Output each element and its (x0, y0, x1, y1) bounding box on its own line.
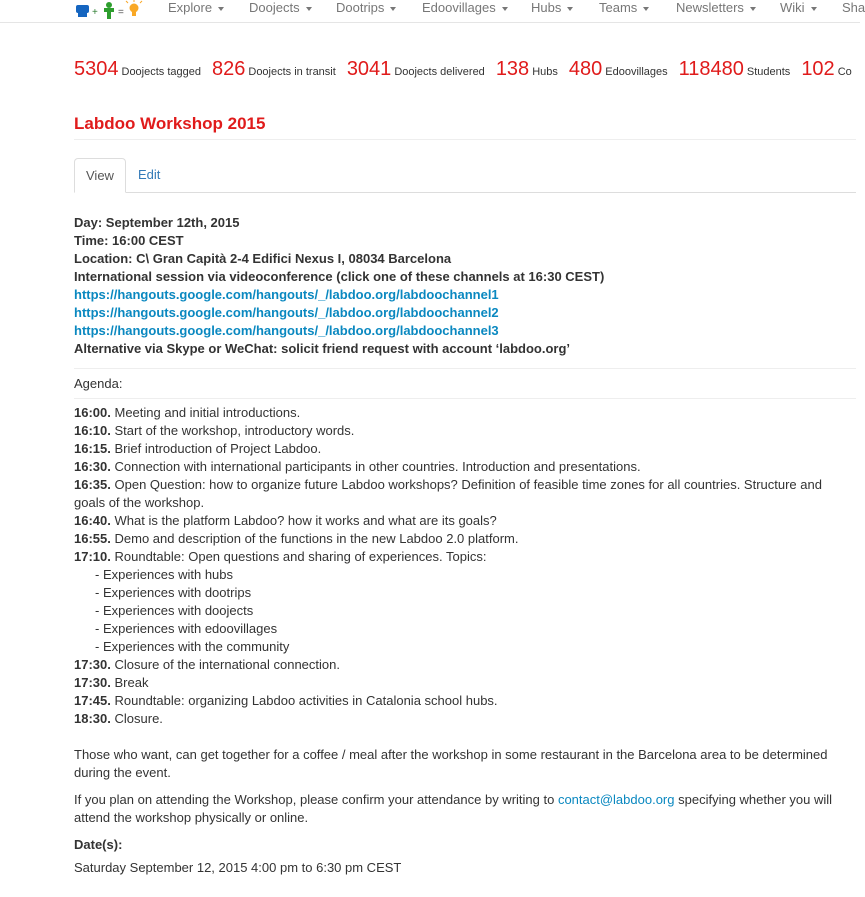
stat-edoovillages: 480 Edoovillages (568, 58, 668, 80)
agenda-item (74, 674, 856, 692)
event-alternative: Alternative via Skype or WeChat: solicit friend request with account ‘labdoo.org’ (74, 341, 571, 356)
event-info (74, 214, 856, 358)
agenda-time: 16:35. (74, 477, 111, 492)
stat-doojects-tagged: 5304 Doojects tagged (74, 58, 201, 80)
agenda-topic: - Experiences with doojects (95, 603, 254, 618)
svg-text:+: + (92, 7, 98, 18)
divider (74, 398, 856, 399)
agenda-topic: - Experiences with edoovillages (95, 621, 278, 636)
svg-text:=: = (118, 7, 124, 18)
dates-label: Date(s): (74, 837, 123, 852)
stat-countries: 102 Co (801, 58, 852, 80)
nav-edoovillages[interactable]: Edoovillages (422, 0, 508, 18)
agenda-time: 18:30. (74, 711, 111, 726)
agenda-time: 16:40. (74, 513, 111, 528)
caret-down-icon (811, 7, 817, 11)
page-title: Labdoo Workshop 2015 (74, 114, 266, 133)
agenda-list (74, 404, 856, 728)
caret-down-icon (643, 7, 649, 11)
coffee-paragraph: Those who want, can get together for a coffee / meal after the workshop in some restaurant in the Barcelona area to be determined during the event. (74, 747, 828, 780)
agenda-time: 16:15. (74, 441, 111, 456)
stat-doojects-in-transit: 826 Doojects in transit (212, 58, 336, 80)
agenda-time: 16:30. (74, 459, 111, 474)
agenda-item (74, 404, 856, 422)
caret-down-icon (218, 7, 224, 11)
title-divider (74, 139, 856, 140)
agenda-text: Closure. (114, 711, 163, 726)
agenda-text: Brief introduction of Project Labdoo. (114, 441, 322, 456)
stat-doojects-delivered: 3041 Doojects delivered (346, 58, 485, 80)
attendance-text-after: specifying whether you will attend the workshop physically or online. (74, 792, 833, 825)
agenda-text: Demo and description of the functions in the new Labdoo 2.0 platform. (114, 531, 519, 546)
stat-students: 118480 Students (678, 58, 791, 80)
agenda-time: 16:55. (74, 531, 111, 546)
agenda-text: Connection with international participants in other countries. Introduction and presentations. (114, 459, 641, 474)
hangout-link-1[interactable]: https://hangouts.google.com/hangouts/_/labdoo.org/labdoochannel1 (74, 287, 499, 302)
top-navbar (0, 0, 865, 23)
agenda-item (74, 530, 856, 548)
agenda-text: Roundtable: Open questions and sharing of experiences. Topics: (114, 549, 487, 564)
caret-down-icon (390, 7, 396, 11)
event-location: Location: C\ Gran Capità 2-4 Edifici Nexus I, 08034 Barcelona (74, 251, 452, 266)
agenda-text: Open Question: how to organize future Labdoo workshops? Definition of feasible time zones for all countries. Structure and goals of the workshop. (74, 477, 822, 510)
agenda-topic: - Experiences with the community (95, 639, 290, 654)
agenda-item (74, 440, 856, 458)
caret-down-icon (750, 7, 756, 11)
event-session: International session via videoconference (click one of these channels at 16:30 CEST) (74, 269, 605, 284)
agenda-text: Roundtable: organizing Labdoo activities in Catalonia school hubs. (114, 693, 498, 708)
node-body (74, 214, 856, 877)
caret-down-icon (306, 7, 312, 11)
hangout-link-3[interactable]: https://hangouts.google.com/hangouts/_/labdoo.org/labdoochannel3 (74, 323, 499, 338)
divider (74, 368, 856, 369)
agenda-item (74, 476, 856, 512)
contact-email-link[interactable]: contact@labdoo.org (557, 792, 675, 807)
attendance-text-before: If you plan on attending the Workshop, please confirm your attendance by writing to (74, 792, 558, 807)
agenda-topic: - Experiences with hubs (95, 567, 234, 582)
agenda-text: Break (114, 675, 149, 690)
labdoo-logo[interactable] (74, 0, 146, 20)
event-day: Day: September 12th, 2015 (74, 215, 240, 230)
agenda-text: Meeting and initial introductions. (114, 405, 301, 420)
agenda-time: 17:10. (74, 549, 111, 564)
nav-newsletters[interactable]: Newsletters (676, 0, 756, 18)
agenda-time: 16:00. (74, 405, 111, 420)
nav-wiki[interactable]: Wiki (780, 0, 817, 18)
stat-hubs: 138 Hubs (495, 58, 558, 80)
agenda-item (74, 512, 856, 530)
agenda-item (74, 422, 856, 440)
agenda-item (74, 656, 856, 674)
agenda-time: 17:45. (74, 693, 111, 708)
agenda-item (74, 692, 856, 710)
agenda-text: Closure of the international connection. (114, 657, 340, 672)
agenda-text: Start of the workshop, introductory words. (114, 423, 355, 438)
nav-share[interactable]: Sha (842, 0, 865, 15)
node-tabs (74, 158, 856, 193)
agenda-time: 17:30. (74, 657, 111, 672)
dates-value: Saturday September 12, 2015 4:00 pm to 6:30 pm CEST (74, 860, 402, 875)
agenda-item (74, 548, 856, 566)
agenda-item (74, 458, 856, 476)
caret-down-icon (567, 7, 573, 11)
agenda-time: 17:30. (74, 675, 111, 690)
nav-explore[interactable]: Explore (168, 0, 224, 18)
caret-down-icon (502, 7, 508, 11)
agenda-topic: - Experiences with dootrips (95, 585, 252, 600)
agenda-text: What is the platform Labdoo? how it works and what are its goals? (114, 513, 497, 528)
nav-doojects[interactable]: Doojects (249, 0, 312, 18)
tab-edit[interactable]: Edit (138, 167, 161, 182)
nav-dootrips[interactable]: Dootrips (336, 0, 396, 18)
attendance-paragraph (74, 791, 856, 827)
agenda-time: 16:10. (74, 423, 111, 438)
agenda-item (74, 710, 856, 728)
nav-hubs[interactable]: Hubs (531, 0, 573, 18)
event-time: Time: 16:00 CEST (74, 233, 184, 248)
tab-view[interactable]: View (74, 158, 126, 193)
nav-teams[interactable]: Teams (599, 0, 649, 18)
hangout-link-2[interactable]: https://hangouts.google.com/hangouts/_/labdoo.org/labdoochannel2 (74, 305, 499, 320)
agenda-heading: Agenda: (74, 376, 123, 391)
stats-bar (74, 58, 860, 84)
